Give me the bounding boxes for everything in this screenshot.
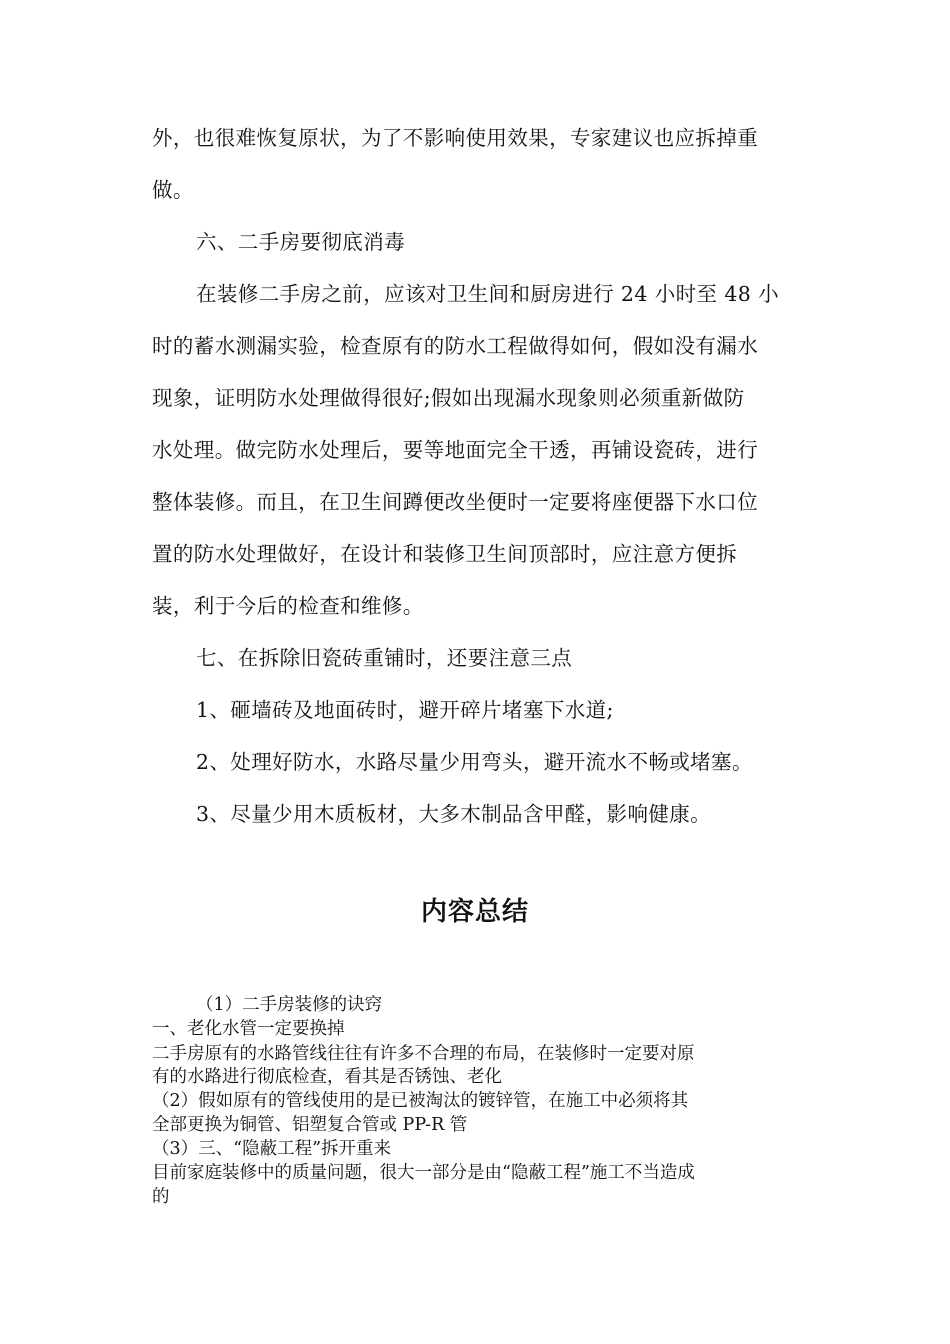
paragraph-line: 在装修二手房之前，应该对卫生间和厨房进行 24 小时至 48 小 bbox=[196, 282, 780, 306]
paragraph-line: 时的蓄水测漏实验，检查原有的防水工程做得如何，假如没有漏水 bbox=[152, 334, 759, 358]
list-item: 2、处理好防水，水路尽量少用弯头，避开流水不畅或堵塞。 bbox=[196, 750, 753, 774]
paragraph-line: 做。 bbox=[152, 178, 194, 202]
paragraph-line: 整体装修。而且，在卫生间蹲便改坐便时一定要将座便器下水口位 bbox=[152, 490, 759, 514]
paragraph-line: 外，也很难恢复原状，为了不影响使用效果，专家建议也应拆掉重 bbox=[152, 126, 759, 150]
section-heading: 七、在拆除旧瓷砖重铺时，还要注意三点 bbox=[196, 646, 573, 670]
summary-title: 内容总结 bbox=[420, 897, 529, 927]
paragraph-line: 装，利于今后的检查和维修。 bbox=[152, 594, 424, 618]
summary-line: 全部更换为铜管、铝塑复合管或 PP-R 管 bbox=[152, 1115, 468, 1135]
list-item: 1、砸墙砖及地面砖时，避开碎片堵塞下水道; bbox=[196, 698, 614, 722]
paragraph-line: 现象，证明防水处理做得很好;假如出现漏水现象则必须重新做防 bbox=[152, 386, 745, 410]
summary-line: 二手房原有的水路管线往往有许多不合理的布局，在装修时一定要对原 bbox=[152, 1044, 695, 1064]
paragraph-line: 水处理。做完防水处理后，要等地面完全干透，再铺设瓷砖，进行 bbox=[152, 438, 759, 462]
summary-line: 一、老化水管一定要换掉 bbox=[152, 1019, 345, 1039]
summary-line: （1）二手房装修的诀窍 bbox=[196, 995, 383, 1015]
section-heading: 六、二手房要彻底消毒 bbox=[196, 230, 405, 254]
summary-line: 目前家庭装修中的质量问题，很大一部分是由“隐蔽工程”施工不当造成 bbox=[152, 1163, 695, 1183]
summary-line: 有的水路进行彻底检查，看其是否锈蚀、老化 bbox=[152, 1067, 502, 1087]
summary-line: 的 bbox=[152, 1187, 170, 1207]
list-item: 3、尽量少用木质板材，大多木制品含甲醛，影响健康。 bbox=[196, 802, 712, 826]
summary-line: （2）假如原有的管线使用的是已被淘汰的镀锌管，在施工中必须将其 bbox=[152, 1091, 689, 1111]
paragraph-line: 置的防水处理做好，在设计和装修卫生间顶部时，应注意方便拆 bbox=[152, 542, 738, 566]
summary-line: （3）三、“隐蔽工程”拆开重来 bbox=[152, 1139, 392, 1159]
